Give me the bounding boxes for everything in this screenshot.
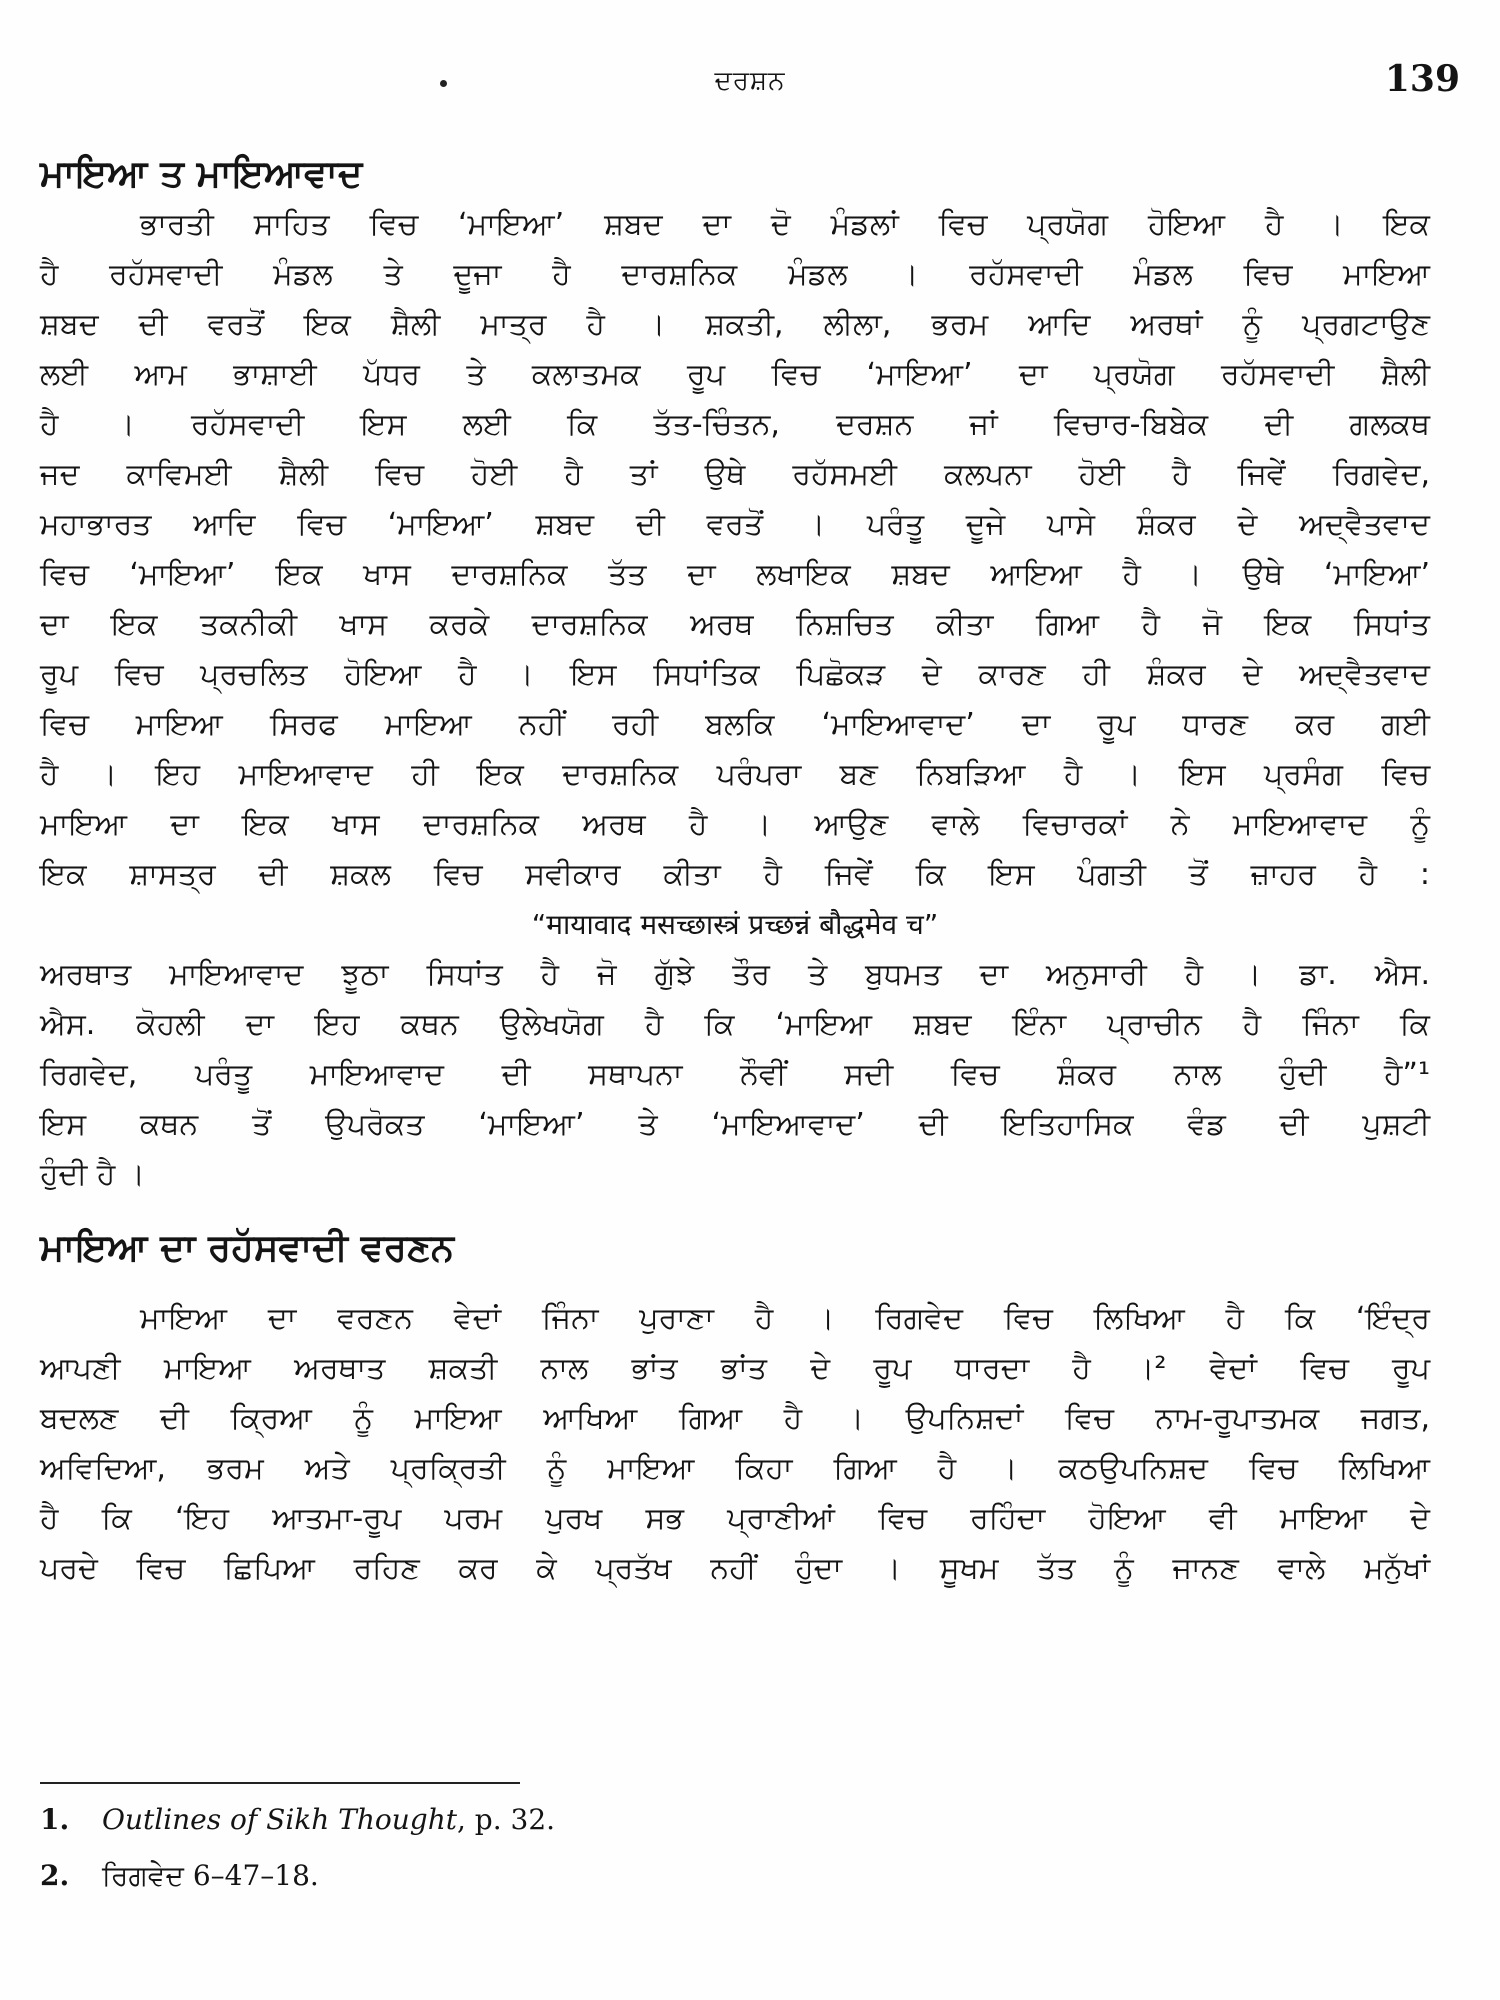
footnotes	[40, 1800, 1430, 1912]
text-line: ਆਪਣੀ ਮਾਇਆ ਅਰਥਾਤ ਸ਼ਕਤੀ ਨਾਲ ਭਾਂਤ ਭਾਂਤ ਦੇ ਰੂਪ ਧਾਰਦਾ ਹੈ ।² ਵੇਦਾਂ ਵਿਚ ਰੂਪ	[40, 1351, 1430, 1386]
text-line: ਰਿਗਵੇਦ, ਪਰੰਤੂ ਮਾਇਆਵਾਦ ਦੀ ਸਥਾਪਨਾ ਨੌਵੀਂ ਸਦੀ ਵਿਚ ਸ਼ੰਕਰ ਨਾਲ ਹੁੰਦੀ ਹੈ”¹	[40, 1057, 1430, 1092]
text-line: ਅਵਿਦਿਆ, ਭਰਮ ਅਤੇ ਪ੍ਰਕ੍ਰਿਤੀ ਨੂੰ ਮਾਇਆ ਕਿਹਾ ਗਿਆ ਹੈ । ਕਠਉਪਨਿਸ਼ਦ ਵਿਚ ਲਿਖਿਆ	[40, 1451, 1430, 1486]
paragraph-maya-in-vedas	[40, 1294, 1430, 1594]
text-line: ਲਈ ਆਮ ਭਾਸ਼ਾਈ ਪੱਧਰ ਤੇ ਕਲਾਤਮਕ ਰੂਪ ਵਿਚ ‘ਮਾਇਆ’ ਦਾ ਪ੍ਰਯੋਗ ਰਹੱਸਵਾਦੀ ਸ਼ੈਲੀ	[40, 357, 1430, 392]
text-line: ਮਾਇਆ ਦਾ ਇਕ ਖਾਸ ਦਾਰਸ਼ਨਿਕ ਅਰਥ ਹੈ । ਆਉਣ ਵਾਲੇ ਵਿਚਾਰਕਾਂ ਨੇ ਮਾਇਆਵਾਦ ਨੂੰ	[40, 807, 1430, 842]
footnote-number: 2.	[40, 1859, 70, 1892]
text-line: ਇਕ ਸ਼ਾਸਤ੍ਰ ਦੀ ਸ਼ਕਲ ਵਿਚ ਸਵੀਕਾਰ ਕੀਤਾ ਹੈ ਜਿਵੇਂ ਕਿ ਇਸ ਪੰਗਤੀ ਤੋਂ ਜ਼ਾਹਰ ਹੈ :	[40, 857, 1430, 892]
footnote-reference: ਰਿਗਵੇਦ 6–47–18.	[102, 1859, 319, 1892]
text-line: ਮਾਇਆ ਦਾ ਵਰਣਨ ਵੇਦਾਂ ਜਿੰਨਾ ਪੁਰਾਣਾ ਹੈ । ਰਿਗਵੇਦ ਵਿਚ ਲਿਖਿਆ ਹੈ ਕਿ ‘ਇੰਦ੍ਰ	[140, 1301, 1430, 1336]
text-line: ਬਦਲਣ ਦੀ ਕ੍ਰਿਆ ਨੂੰ ਮਾਇਆ ਆਖਿਆ ਗਿਆ ਹੈ । ਉਪਨਿਸ਼ਦਾਂ ਵਿਚ ਨਾਮ-ਰੂਪਾਤਮਕ ਜਗਤ,	[40, 1401, 1430, 1436]
section-heading-maya-and-mayavad: ਮਾਇਆ ਤ ਮਾਇਆਵਾਦ	[40, 152, 363, 195]
text-line: ਪਰਦੇ ਵਿਚ ਛਿਪਿਆ ਰਹਿਣ ਕਰ ਕੇ ਪ੍ਰਤੱਖ ਨਹੀਂ ਹੁੰਦਾ । ਸੂਖਮ ਤੱਤ ਨੂੰ ਜਾਨਣ ਵਾਲੇ ਮਨੁੱਖਾਂ	[40, 1551, 1430, 1586]
spacer	[40, 1274, 1430, 1294]
text-line: ਅਰਥਾਤ ਮਾਇਆਵਾਦ ਝੂਠਾ ਸਿਧਾਂਤ ਹੈ ਜੋ ਗੁੱਝੇ ਤੌਰ ਤੇ ਬੁਧਮਤ ਦਾ ਅਨੁਸਾਰੀ ਹੈ । ਡਾ. ਐਸ.	[40, 957, 1430, 992]
text-line: ਵਿਚ ਮਾਇਆ ਸਿਰਫ ਮਾਇਆ ਨਹੀਂ ਰਹੀ ਬਲਕਿ ‘ਮਾਇਆਵਾਦ’ ਦਾ ਰੂਪ ਧਾਰਣ ਕਰ ਗਈ	[40, 707, 1430, 742]
footnote-1	[40, 1800, 1430, 1856]
text-line: ਹੈ ਰਹੱਸਵਾਦੀ ਮੰਡਲ ਤੇ ਦੂਜਾ ਹੈ ਦਾਰਸ਼ਨਿਕ ਮੰਡਲ । ਰਹੱਸਵਾਦੀ ਮੰਡਲ ਵਿਚ ਮਾਇਆ	[40, 257, 1430, 292]
paragraph-maya-in-indian-literature	[40, 200, 1430, 900]
running-header	[40, 58, 1460, 108]
text-line: ਹੈ ਕਿ ‘ਇਹ ਆਤਮਾ-ਰੂਪ ਪਰਮ ਪੁਰਖ ਸਭ ਪ੍ਰਾਣੀਆਂ ਵਿਚ ਰਹਿੰਦਾ ਹੋਇਆ ਵੀ ਮਾਇਆ ਦੇ	[40, 1501, 1430, 1536]
section-heading-mystical-description: ਮਾਇਆ ਦਾ ਰਹੱਸਵਾਦੀ ਵਰਣਨ	[40, 1226, 455, 1269]
footnote-source-title: Outlines of Sikh Thought	[102, 1803, 457, 1836]
text-line: ਮਹਾਭਾਰਤ ਆਦਿ ਵਿਚ ‘ਮਾਇਆ’ ਸ਼ਬਦ ਦੀ ਵਰਤੋਂ । ਪਰੰਤੂ ਦੂਜੇ ਪਾਸੇ ਸ਼ੰਕਰ ਦੇ ਅਦ੍ਵੈਤਵਾਦ	[40, 507, 1430, 542]
sanskrit-quote: “मायावाद मसच्छास्त्रं प्रच्छन्नं बौद्धमेव च”	[531, 908, 939, 941]
spacer	[40, 1200, 1430, 1222]
text-line: ਜਦ ਕਾਵਿਮਈ ਸ਼ੈਲੀ ਵਿਚ ਹੋਈ ਹੈ ਤਾਂ ਉਥੇ ਰਹੱਸਮਈ ਕਲਪਨਾ ਹੋਈ ਹੈ ਜਿਵੇਂ ਰਿਗਵੇਦ,	[40, 457, 1430, 492]
text-line: ਵਿਚ ‘ਮਾਇਆ’ ਇਕ ਖਾਸ ਦਾਰਸ਼ਨਿਕ ਤੱਤ ਦਾ ਲਖਾਇਕ ਸ਼ਬਦ ਆਇਆ ਹੈ । ਉਥੇ ‘ਮਾਇਆ’	[40, 557, 1430, 592]
text-line: ਐਸ. ਕੋਹਲੀ ਦਾ ਇਹ ਕਥਨ ਉਲੇਖਯੋਗ ਹੈ ਕਿ ‘ਮਾਇਆ ਸ਼ਬਦ ਇੰਨਾ ਪ੍ਰਾਚੀਨ ਹੈ ਜਿੰਨਾ ਕਿ	[40, 1007, 1430, 1042]
text-line: ਇਸ ਕਥਨ ਤੋਂ ਉਪਰੋਕਤ ‘ਮਾਇਆ’ ਤੇ ‘ਮਾਇਆਵਾਦ’ ਦੀ ਇਤਿਹਾਸਿਕ ਵੰਡ ਦੀ ਪੁਸ਼ਟੀ	[40, 1107, 1430, 1142]
text-line: ਹੈ । ਇਹ ਮਾਇਆਵਾਦ ਹੀ ਇਕ ਦਾਰਸ਼ਨਿਕ ਪਰੰਪਰਾ ਬਣ ਨਿਬੜਿਆ ਹੈ । ਇਸ ਪ੍ਰਸੰਗ ਵਿਚ	[40, 757, 1430, 792]
footnote-divider	[40, 1782, 520, 1784]
running-title: ਦਰਸ਼ਨ	[714, 66, 786, 96]
footnote-page-ref: , p. 32.	[457, 1803, 556, 1836]
page-body	[40, 148, 1430, 1594]
text-line: ਹੈ । ਰਹੱਸਵਾਦੀ ਇਸ ਲਈ ਕਿ ਤੱਤ-ਚਿੰਤਨ, ਦਰਸ਼ਨ ਜਾਂ ਵਿਚਾਰ-ਬਿਬੇਕ ਦੀ ਗਲਕਥ	[40, 407, 1430, 442]
footnote-number: 1.	[40, 1803, 70, 1836]
paragraph-kohli-quote	[40, 950, 1430, 1200]
text-line: ਹੁੰਦੀ ਹੈ ।	[40, 1157, 146, 1192]
text-line: ਭਾਰਤੀ ਸਾਹਿਤ ਵਿਚ ‘ਮਾਇਆ’ ਸ਼ਬਦ ਦਾ ਦੋ ਮੰਡਲਾਂ ਵਿਚ ਪ੍ਰਯੋਗ ਹੋਇਆ ਹੈ । ਇਕ	[140, 207, 1430, 242]
text-line: ਰੂਪ ਵਿਚ ਪ੍ਰਚਲਿਤ ਹੋਇਆ ਹੈ । ਇਸ ਸਿਧਾਂਤਿਕ ਪਿਛੋਕੜ ਦੇ ਕਾਰਣ ਹੀ ਸ਼ੰਕਰ ਦੇ ਅਦ੍ਵੈਤਵਾਦ	[40, 657, 1430, 692]
text-line: ਦਾ ਇਕ ਤਕਨੀਕੀ ਖਾਸ ਕਰਕੇ ਦਾਰਸ਼ਨਿਕ ਅਰਥ ਨਿਸ਼ਚਿਤ ਕੀਤਾ ਗਿਆ ਹੈ ਜੋ ਇਕ ਸਿਧਾਂਤ	[40, 607, 1430, 642]
page-number: 139	[1384, 58, 1460, 100]
footnote-2	[40, 1856, 1430, 1912]
text-line: ਸ਼ਬਦ ਦੀ ਵਰਤੋਂ ਇਕ ਸ਼ੈਲੀ ਮਾਤ੍ਰ ਹੈ । ਸ਼ਕਤੀ, ਲੀਲਾ, ਭਰਮ ਆਦਿ ਅਰਥਾਂ ਨੂੰ ਪ੍ਰਗਟਾਉਣ	[40, 307, 1430, 342]
